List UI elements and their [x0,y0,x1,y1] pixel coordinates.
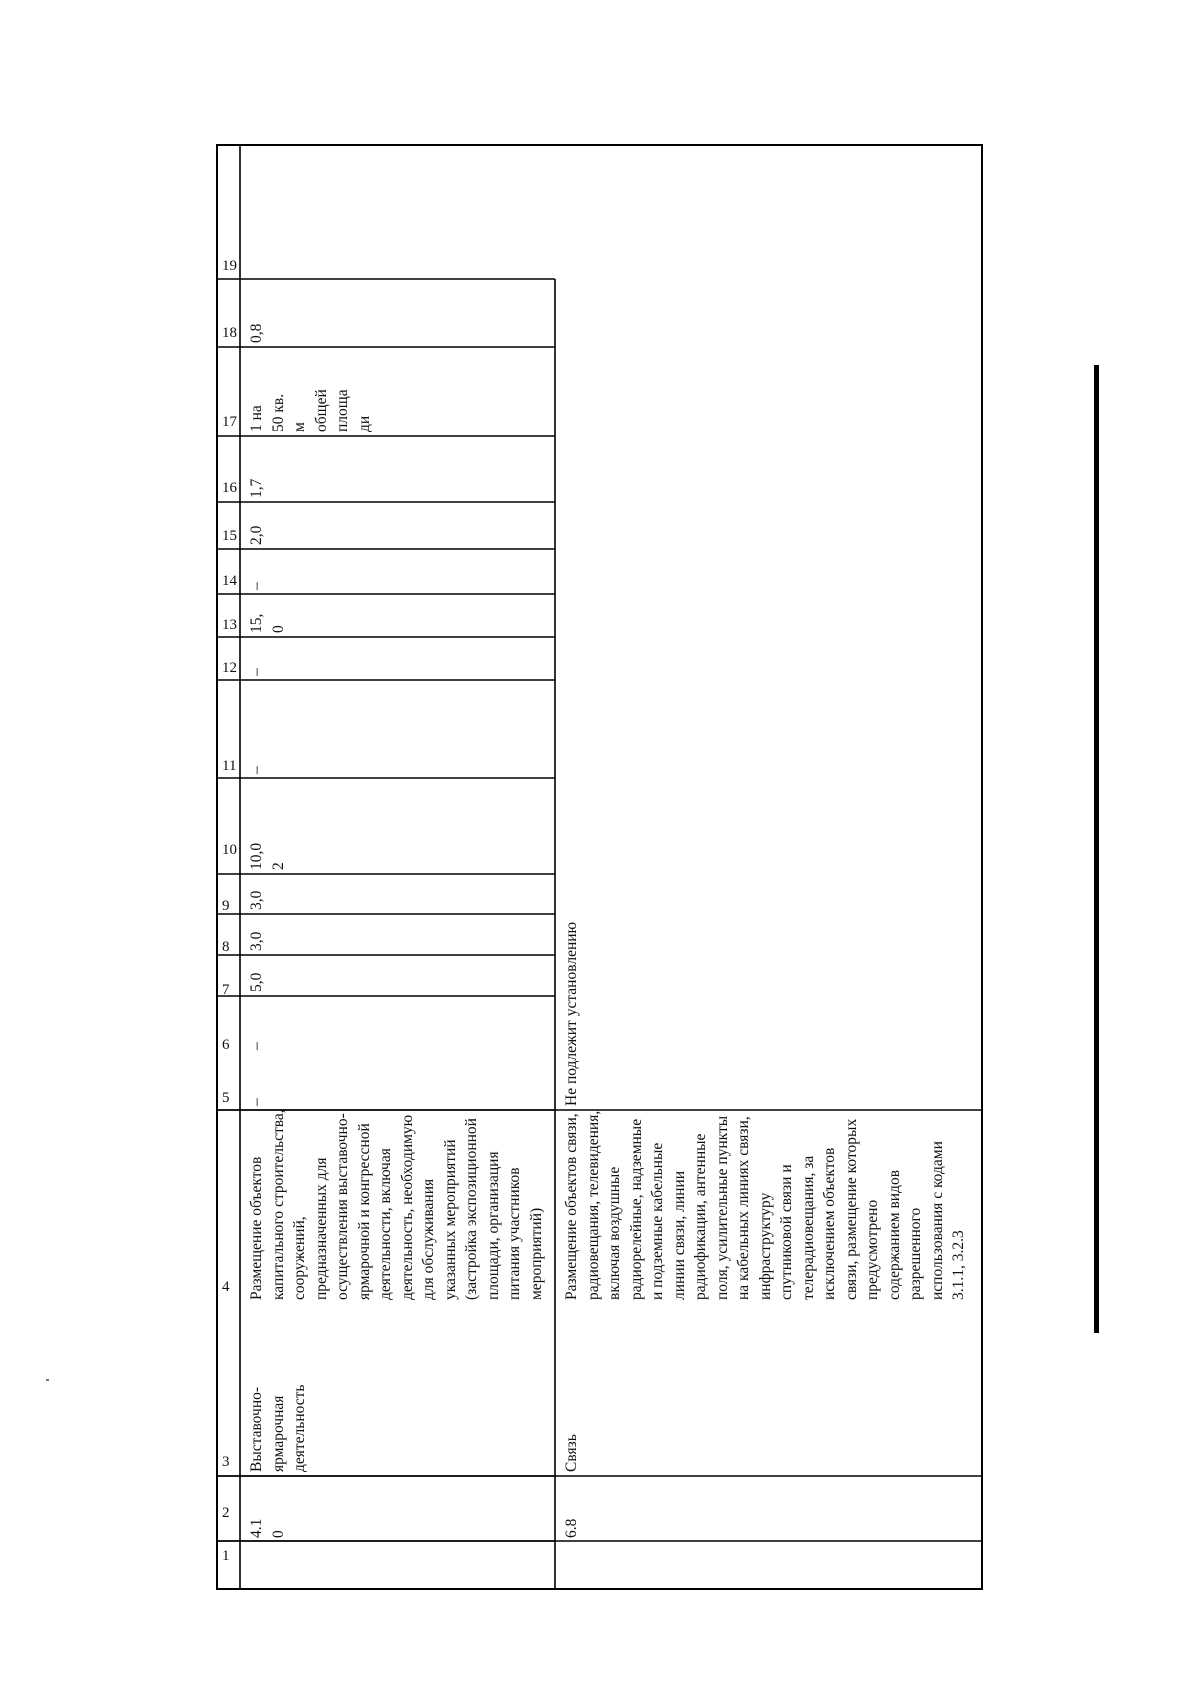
col-header-18: 18 [222,325,237,341]
col-header-14: 14 [222,573,237,589]
row1-c12: – [248,668,265,676]
row1-c16: 1,7 [248,478,265,498]
col-header-15: 15 [222,528,237,544]
row1-code: 4.1 0 [248,1518,287,1538]
row1-c13: 15, 0 [248,613,287,633]
col-header-16: 16 [222,480,237,496]
col-header-9: 9 [222,898,230,914]
col-header-4: 4 [222,1279,230,1295]
row2-name: Связь [563,1434,580,1472]
col-header-8: 8 [222,939,230,955]
binding-bar [1094,365,1099,1333]
row1-c5: – [248,1098,265,1106]
row1-c11: – [248,766,265,774]
row2-not-applicable: Не подлежит установлению [563,921,580,1106]
row1-c17: 1 на 50 кв. м общей площа ди [248,389,373,432]
row1-c14: – [248,582,265,590]
row2-code: 6.8 [563,1518,580,1538]
row1-c7: 5,0 [248,972,265,992]
col-header-10: 10 [222,842,237,858]
col-header-5: 5 [222,1090,230,1106]
row2-description: Размещение объектов связи, радиовещания, телевидения, включая воздушные радиорелейные, надземные и подземные кабельные линии связи, линии радиофикации, антенные поля, усилительные пункты на кабельных линиях связи, инфраструктуру спутниковой связи и телерадиовещания, за исключением объектов связи, размещение которых предусмотрено содержанием видов разрешенного использования с кодами 3.1.1, 3.2.3 [563,1110,967,1300]
row1-description: Размещение объектов капитального строительства, сооружений, предназначенных для осуществления выставочно- ярмарочной и конгрессной деятельности, включая деятельность, необходимую для обслуживания указанных мероприятий (застройка экспозиционной площади, организация питания участников мероприятий) [248,1109,545,1300]
row1-c10: 10,0 2 [248,842,287,870]
col-header-12: 12 [222,660,237,676]
scan-speck [46,1379,49,1381]
row1-c8: 3,0 [248,931,265,951]
col-header-3: 3 [222,1454,230,1470]
row1-name: Выставочно- ярмарочная деятельность [248,1384,308,1472]
row1-c15: 2,0 [248,525,265,545]
col-header-2: 2 [222,1505,230,1521]
row1-c9: 3,0 [248,890,265,910]
col-header-1: 1 [222,1548,230,1564]
row1-c6: – [248,1042,265,1050]
col-header-17: 17 [222,414,237,430]
row1-c18: 0,8 [248,323,265,343]
col-header-11: 11 [222,758,237,774]
col-header-6: 6 [222,1037,230,1053]
col-header-7: 7 [222,982,230,998]
col-header-13: 13 [222,617,237,633]
col-header-19: 19 [222,258,237,274]
